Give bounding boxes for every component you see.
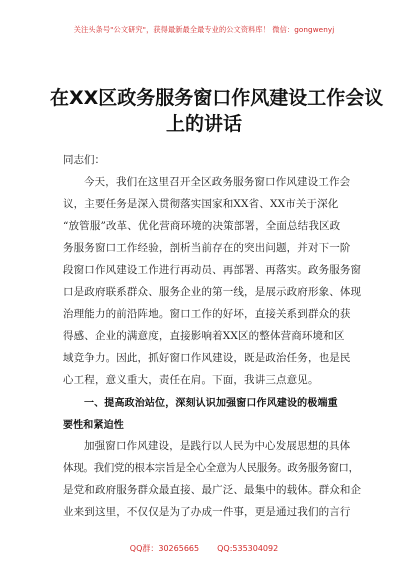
body-line: 心工程，意义重大，责任在肩。下面，我讲三点意见。 (63, 374, 319, 386)
body-line: 口是政府联系群众、服务企业的第一线，是展示政府形象、体现 (63, 286, 362, 298)
body-line: 段窗口作风建设工作进行再动员、再部署、再落实。政务服务窗 (63, 264, 362, 276)
body-line: 体现。我们党的根本宗旨是全心全意为人民服务。政务服务窗口， (63, 462, 359, 474)
title-line-1: 在XX区政务服务窗口作风建设工作会议 (50, 87, 384, 109)
section-heading-cont: 要性和紧迫性 (63, 420, 124, 431)
body-line: 议，主要任务是深入贯彻落实国家和XX省、XX市关于深化 (63, 198, 339, 210)
footer-qq: QQ:535304092 (217, 544, 279, 553)
body-line: “放管服”改革、优化营商环境的决策部署，全面总结我区政 (63, 220, 341, 232)
title-line-2: 上的讲话 (165, 113, 242, 135)
body-line: 域竞争力。因此，抓好窗口作风建设，既是政治任务，也是民 (63, 352, 351, 364)
header-note: 关注头条号"公文研究"，获得最新最全最专业的公文资料库！ 微信：gongwenyj (73, 25, 335, 34)
salutation: 同志们： (63, 154, 105, 166)
body-line: 今天，我们在这里召开全区政务服务窗口作风建设工作会 (84, 176, 351, 188)
body-line: 业来到这里，不仅仅是为了办成一件事，更是通过我们的言行 (63, 506, 351, 518)
body-line: 务服务窗口工作经验，剖析当前存在的突出问题，并对下一阶 (63, 242, 351, 254)
body-line: 治理能力的前沿阵地。窗口工作的好坏，直接关系到群众的获 (63, 308, 351, 320)
section-heading: 一、提高政治站位，深刻认识加强窗口作风建设的极端重 (84, 398, 338, 409)
page-title (50, 85, 384, 137)
body-line: 得感、企业的满意度，直接影响着XX区的整体营商环境和区 (63, 330, 345, 342)
footer-qq-group: QQ群：30265665 (129, 544, 200, 553)
footer-contact (0, 543, 408, 554)
body-line: 加强窗口作风建设，是践行以人民为中心发展思想的具体 (84, 440, 351, 452)
body-line: 是党和政府服务群众最直接、最广泛、最集中的载体。群众和企 (63, 484, 362, 496)
